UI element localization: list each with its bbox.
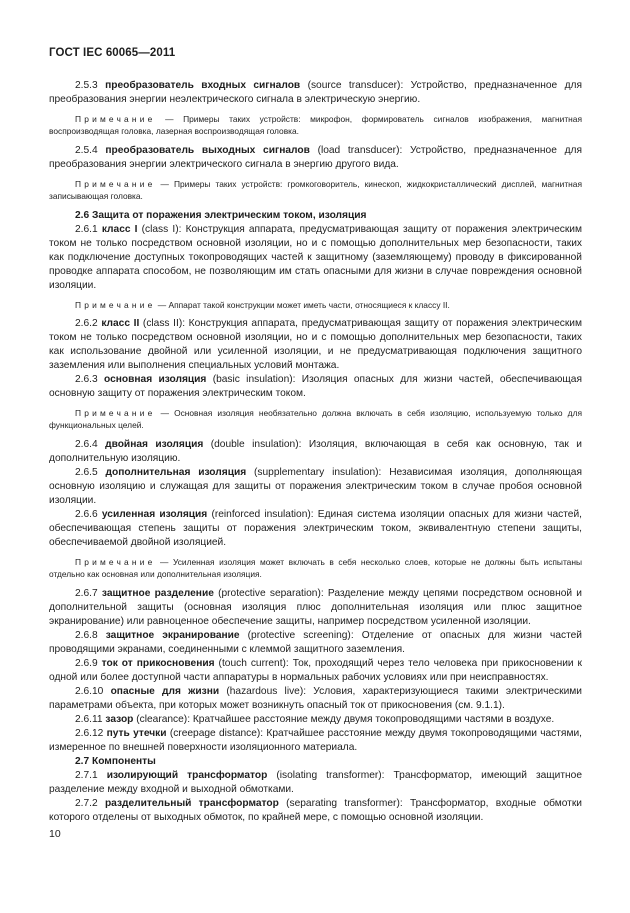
term-name: класс II xyxy=(101,318,140,330)
term-name: преобразователь выходных сигналов xyxy=(105,144,310,156)
term-name: разделительный трансформатор xyxy=(104,797,279,809)
clause-number: 2.6.4 xyxy=(75,438,98,450)
note-text: — Основная изоляция необязательно должна включать в себя изоляцию, используемую только для функциональных целей. xyxy=(49,408,582,431)
note-text: — Усиленная изоляция может включать в себя несколько слоев, которые не должны быть испытаны отдельно как основная или дополнительная изоляция. xyxy=(49,556,582,580)
clause-number: 2.6.1 xyxy=(75,223,98,235)
clause-number: 2.6.3 xyxy=(75,374,98,386)
note xyxy=(49,113,582,138)
clause-number: 2.6.8 xyxy=(75,629,98,641)
term-definition: (reinforced insulation): Единая система изоляции опасных для жизни частей, обеспечивающая степень защиты от поражения электрическим током, эквивалентную степени защиты, обеспечиваемой двойной изоляцией. xyxy=(49,508,582,548)
section-heading: 2.7 Компоненты xyxy=(75,755,156,767)
note-label: Примечание xyxy=(75,114,156,124)
document-header: ГОСТ IEC 60065—2011 xyxy=(49,47,176,59)
term-entry xyxy=(49,713,582,727)
term-definition: (supplementary insulation): Независимая изоляция, дополняющая основную изоляцию и служащая для защиты от поражения электрическим током в случае пробоя основной изоляции. xyxy=(49,466,582,506)
term-entry xyxy=(49,223,582,293)
term-entry xyxy=(49,769,582,797)
clause-number: 2.7.2 xyxy=(75,797,98,809)
term-name: защитное экранирование xyxy=(105,629,240,641)
term-definition: (hazardous live): Условия, характеризующиеся такими электрическими параметрами объекта, при которых может возникнуть опасный ток от прикосновения (см. 9.1.1). xyxy=(49,685,582,711)
term-name: ток от прикосновения xyxy=(101,657,215,669)
term-name: изолирующий трансформатор xyxy=(106,769,268,781)
clause-number: 2.6.11 xyxy=(75,713,103,725)
note-label: Примечание xyxy=(75,556,156,567)
term-entry xyxy=(49,587,582,629)
term-name: путь утечки xyxy=(106,727,167,739)
term-entry xyxy=(49,508,582,550)
term-entry xyxy=(49,797,582,825)
term-definition: (clearance): Кратчайшее расстояние между двумя токопроводящими частями в воздухе. xyxy=(133,713,555,725)
term-definition: (double insulation): Изоляция, включающая в себя как основную, так и дополнительную изоляцию. xyxy=(49,438,582,464)
clause-number: 2.6.5 xyxy=(75,466,98,478)
term-name: преобразователь входных сигналов xyxy=(105,80,301,91)
term-name: основная изоляция xyxy=(103,374,207,386)
note xyxy=(49,178,582,203)
clause-number: 2.6.9 xyxy=(75,657,98,669)
clause-number: 2.6.10 xyxy=(75,685,104,697)
note-text: — Аппарат такой конструкции может иметь части, относящиеся к классу II. xyxy=(155,299,450,310)
note-label: Примечание xyxy=(75,408,156,419)
term-definition: (class I): Конструкция аппарата, предусматривающая защиту от поражения электрическим током не только посредством основной изоляции, но и с помощью дополнительных мер безопасности, таких как подключение доступных токопроводящих частей к защитному (заземляющему) проводу в фиксированной проводке аппарата способом, не позволяющим им стать опасными для жизни в случае повреждения основной изоляции. xyxy=(49,223,582,291)
clause-number: 2.6.7 xyxy=(75,587,98,599)
term-definition: (protective separation): Разделение между цепями посредством основной и дополнительной защиты (основная изоляция плюс дополнительная изоляция или плюс защитное экранирование) или равноценное обеспечение защиты, например посредством усиленной изоляции. xyxy=(49,587,582,627)
page-number: 10 xyxy=(49,828,61,840)
term-name: класс I xyxy=(101,223,138,235)
note-label: Примечание xyxy=(75,178,156,189)
document-body xyxy=(49,79,582,825)
term-name: дополнительная изоляция xyxy=(105,466,247,478)
term-definition: (protective screening): Отделение от опасных для жизни частей проводящими экранами, соединенными с клеммой защитного заземления. xyxy=(49,629,582,655)
term-entry xyxy=(49,629,582,657)
term-entry xyxy=(49,144,582,172)
term-entry xyxy=(49,466,582,508)
term-definition: (separating transformer): Трансформатор, входные обмотки которого отделены от выходных обмоток, по крайней мере, с помощью основной изоляции. xyxy=(49,797,582,823)
term-entry xyxy=(49,657,582,685)
term-entry xyxy=(49,727,582,755)
note-label: Примечание xyxy=(75,299,156,310)
term-definition: (creepage distance): Кратчайшее расстояние между двумя токопроводящими частями, измеренное по внешней поверхности изоляционного материала. xyxy=(49,727,582,753)
term-name: опасные для жизни xyxy=(110,685,220,697)
term-definition: (isolating transformer): Трансформатор, имеющий защитное разделение между входной и выходной обмотками. xyxy=(49,769,582,795)
term-definition: (class II): Конструкция аппарата, предусматривающая защиту от поражения электрическим током не только посредством основной изоляции, но и с помощью дополнительных мер безопасности, таких как использование двойной или усиленной изоляции, и не предусматривающая подключения защитного заземления или выполнения специальных условий монтажа. xyxy=(49,318,582,372)
clause-number: 2.5.4 xyxy=(75,144,98,156)
term-entry xyxy=(49,79,582,107)
clause-number: 2.7.1 xyxy=(75,769,98,781)
note-text: — Примеры таких устройств: громкоговоритель, кинескоп, жидкокристаллический дисплей, магнитная записывающая головка. xyxy=(49,178,582,202)
note xyxy=(49,407,582,432)
term-entry xyxy=(49,317,582,373)
term-definition: (touch current): Ток, проходящий через тело человека при прикосновении к одной или более доступной части аппаратуры в нормальных рабочих условиях или при неисправностях. xyxy=(49,657,582,683)
note xyxy=(49,556,582,581)
clause-number: 2.6.2 xyxy=(75,318,98,330)
term-definition: (source transducer): Устройство, предназначенное для преобразования энергии неэлектрического сигнала в электрическую энергию. xyxy=(49,80,582,105)
note xyxy=(49,299,582,311)
clause-number: 2.6.6 xyxy=(75,508,98,520)
term-definition: (basic insulation): Изоляция опасных для жизни частей, обеспечивающая основную защиту от поражения электрическим током. xyxy=(49,374,582,400)
term-name: двойная изоляция xyxy=(105,438,204,450)
clause-number: 2.6.12 xyxy=(75,727,104,739)
term-entry xyxy=(49,438,582,466)
term-entry xyxy=(49,373,582,401)
section-heading: 2.6 Защита от поражения электрическим током, изоляция xyxy=(75,209,367,221)
term-name: усиленная изоляция xyxy=(101,508,208,520)
clause-number: 2.5.3 xyxy=(75,80,98,91)
term-name: защитное разделение xyxy=(101,587,214,599)
term-definition: (load transducer): Устройство, предназначенное для преобразования энергии электрического сигнала в энергию другого вида. xyxy=(49,144,582,170)
term-entry xyxy=(49,685,582,713)
note-text: — Примеры таких устройств: микрофон, формирователь сигналов изображения, магнитная воспроизводящая головка, лазерная воспроизводящая головка. xyxy=(49,114,582,137)
term-name: зазор xyxy=(105,713,134,725)
